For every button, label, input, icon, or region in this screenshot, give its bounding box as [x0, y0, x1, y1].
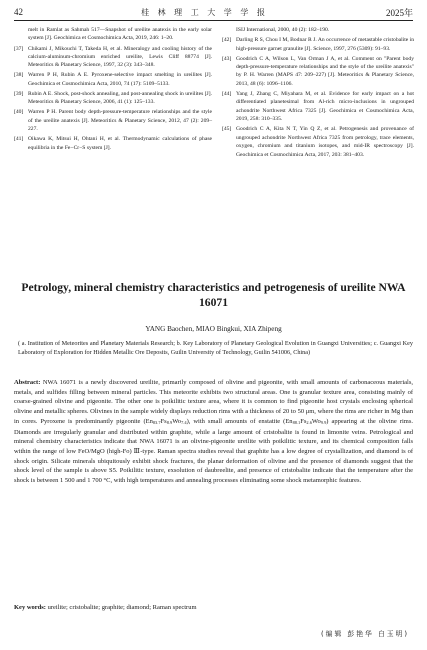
- journal-title: 桂 林 理 工 大 学 学 报: [141, 7, 268, 17]
- keywords-label: Key words:: [14, 604, 46, 611]
- reference-text: Goodrich C A, Wilson L, Van Orman J A, et al. Comment on "Parent body depth-pressure-temperature relationships and the style of the ureilite anatexis" by P. H. Warren (MAPS 47: 209–227) [J]. Meteoritics & Planetary Science, 2013, 48 (6): 1096–1106.: [236, 55, 414, 87]
- reference-item: [14, 26, 212, 43]
- wo-value-1: 7.4: [181, 419, 187, 425]
- reference-text: Rubin A E. Shock, post-shock annealing, and post-annealing shock in ureilites [J]. Meteoritics & Planetary Science, 2006, 41 (1): 125–133.: [28, 90, 212, 106]
- reference-number: [39]: [14, 90, 24, 97]
- reference-text: Oikawa K, Mitsui H, Ohtani H, et al. Thermodynamic calculations of phase equilibria in the Fe−Cr−S system [J].: [28, 136, 212, 151]
- article-title: Petrology, mineral chemistry characteristics and petrogenesis of ureilite NWA 16071: [21, 281, 406, 309]
- reference-number: [43]: [222, 55, 232, 62]
- reference-number: [44]: [222, 90, 232, 97]
- page-number: 42: [14, 7, 23, 17]
- reference-text: Goodrich C A, Kita N T, Yin Q Z, et al. Petrogenesis and provenance of ungrouped achondrite Northwest Africa 7325 from petrology, trace elements, oxygen, chromium and titanium isotopes, and mid-IR spectroscopy [J]. Geochimica et Cosmochimica Acta, 2017, 203: 381–403.: [236, 126, 414, 158]
- reference-item: [222, 125, 414, 159]
- reference-item: [222, 55, 414, 89]
- abstract-text-2: ), with small amounts of enstatite (En: [186, 417, 293, 425]
- reference-text: ISIJ International, 2000, 40 (2): 182–190.: [236, 27, 330, 33]
- reference-item: [222, 90, 414, 124]
- editor-credit: (编辑 彭艳华 白玉明): [321, 630, 409, 638]
- reference-item: [14, 108, 212, 133]
- header-rule: [14, 20, 413, 21]
- reference-item: [14, 71, 212, 88]
- references-left-column: [14, 26, 212, 154]
- en-value-1: 83.7: [152, 419, 161, 425]
- references-right-column: [222, 26, 414, 161]
- reference-text: Warren P H. Parent body depth-pressure-temperature relationships and the style of the ureilite anatexis [J]. Meteoritics & Planetary Science, 2012, 47 (2): 209–227.: [28, 109, 212, 133]
- journal-year: 2025年: [385, 7, 413, 18]
- abstract-text-3: ) appearing at the olivine rims. Diamonds are irregularly granular and distributed within graphite, while a large amount of cristobalite is found in limonite veins. Petrological and mineral chemistry characteristics indicate that NWA 16071 is an olivine-pigeonite ureilite with poikilitic texture, and its chemical composition falls within the range of low FeO/MgO (high-Fo) Ⅲ-type. Raman spectra studies reveal that graphite has a low degree of crystallization, and diamond is of shock origin. Silicate minerals ubiquitously exhibit shock fractures, the planar deformation of olivine and the presence of diamonds suggest that the shock level of the sample is above S5. Poikilitic texture, exsolution of daubreelite, and presence of cristobalite indicate that the temperature after the shock is between 1 500 and 1 700 °C, with high temperatures and annealing processes eliminating some shock metamorphic features.: [14, 417, 414, 485]
- reference-text: melt in Ramlat as Sahmah 517—Snapshot of ureilite anatexis in the early solar system [J]. Geochimica et Cosmochimica Acta, 2019, 246: 1–20.: [28, 27, 212, 42]
- reference-text: Chikami J, Mikouchi T, Takeda H, et al. Mineralogy and cooling history of the calcium-aluminum-chromium enriched ureilite, Lewis Cliff 88774 [J]. Meteoritics & Planetary Science, 1997, 32 (3): 343–348.: [28, 45, 212, 69]
- reference-text: Warren P H, Rubin A E. Pyroxene-selective impact smelting in ureilites [J]. Geochimica et Cosmochimica Acta, 2010, 74 (17): 5109–5133.: [28, 72, 212, 87]
- reference-number: [45]: [222, 126, 232, 133]
- article-affiliations: ( a. Institution of Meteorites and Planetary Materials Research; b. Key Laboratory of Planetary Geological Evolution in Guangxi Universities; c. Guangxi Key Laboratory of Exploration for Hidden Metallic Ore Deposits, Guilin University of Technology, Guilin 541006, China): [18, 340, 413, 356]
- wo-value-2: 9.9: [320, 419, 327, 425]
- reference-number: [42]: [222, 37, 232, 44]
- abstract-label: Abstract:: [14, 379, 41, 386]
- reference-item: [14, 90, 212, 107]
- article-authors: YANG Baochen, MIAO Bingkui, XIA Zhipeng: [145, 325, 282, 333]
- keywords: [14, 604, 413, 611]
- fs-value-1: 8.9: [166, 419, 173, 425]
- page-header: [14, 5, 413, 19]
- reference-number: [37]: [14, 45, 24, 52]
- reference-item: [222, 36, 414, 53]
- reference-text: Yang J, Zhang C, Miyahara M, et al. Evidence for early impact on a hot differentiated planetesimal from Al-rich micro-inclusions in ungrouped achondrite Northwest Africa 7325 [J]. Geochimica et Cosmochimica Acta, 2019, 258: 310–335.: [236, 90, 414, 123]
- reference-number: [38]: [14, 72, 24, 79]
- reference-item: [222, 26, 414, 34]
- keywords-text: ureilite; cristobalite; graphite; diamond; Raman spectrum: [45, 604, 197, 611]
- fs-value-2: 2.6: [306, 419, 312, 425]
- abstract: Abstract: NWA 16071 is a newly discovered ureilite, primarily composed of olivine and pigeonite, with small amounts of carbonaceous materials, metals, and sulfides filling between mineral particles. This meteorite exhibits two structural areas. One is granular texture area, consisting mainly of coarse-grained olivine and pigeonite. The other one is poikilitic texture area, where it is common to find pigeonite host crystals enclosing spherical olivine and metallic spheres. Olivines in the sample widely displays reduction rims with a thickness of 20 to 50 μm, where the rims are richer in Mg than in cores. Pyroxene is predominantly pigeonite $(En_{83.7}Fs_{8.9}Wo_{7.4})$, with small amounts of enstatite $(En_{88.1}Fs_{2.6}Wo_{9.9})$ appearing at the olivine rims. Diamonds are irregularly granular and distributed within graphite, while a large amount of cristobalite is found in limonite veins. Petrological and mineral chemistry characteristics indicate that NWA 16071 is an olivine-pigeonite ureilite with poikilitic texture, and its chemical composition falls within the range of low FeO/MgO (high-Fo) Ⅲ-type. Raman spectra studies reveal that graphite has a low degree of crystallization, and diamond is of shock origin. Silicate minerals ubiquitously exhibit shock fractures, the planar deformation of olivine and the presence of diamonds suggest that the shock level of the sample is above S5. Poikilitic texture, exsolution of daubreelite, and presence of cristobalite indicate that the temperature after the shock is between 1 500 and 1 700 °C, with high temperatures and annealing processes eliminating some shock metamorphic features.: [14, 379, 414, 485]
- reference-number: [41]: [14, 136, 24, 143]
- reference-number: [40]: [14, 109, 24, 116]
- reference-item: [14, 45, 212, 70]
- reference-text: Darling R S, Chou I M, Bodnar R J. An occurrence of metastable cristobalite in high-pressure garnet granulite [J]. Science, 1997, 276 (5309): 91–93.: [236, 37, 414, 52]
- abstract-text-1: NWA 16071 is a newly discovered ureilite, primarily composed of olivine and pigeonite, with small amounts of carbonaceous materials, metals, and sulfides filling between mineral particles. This meteorite exhibits two structural areas. One is granular texture area, consisting mainly of coarse-grained olivine and pigeonite. The other one is poikilitic texture area, where it is common to find pigeonite host crystals enclosing spherical olivine and metallic spheres. Olivines in the sample widely displays reduction rims with a thickness of 20 to 50 μm, where the rims are richer in Mg than in cores. Pyroxene is predominantly pigeonite (En: [14, 379, 413, 425]
- en-value-2: 88.1: [292, 419, 301, 425]
- reference-item: [14, 135, 212, 152]
